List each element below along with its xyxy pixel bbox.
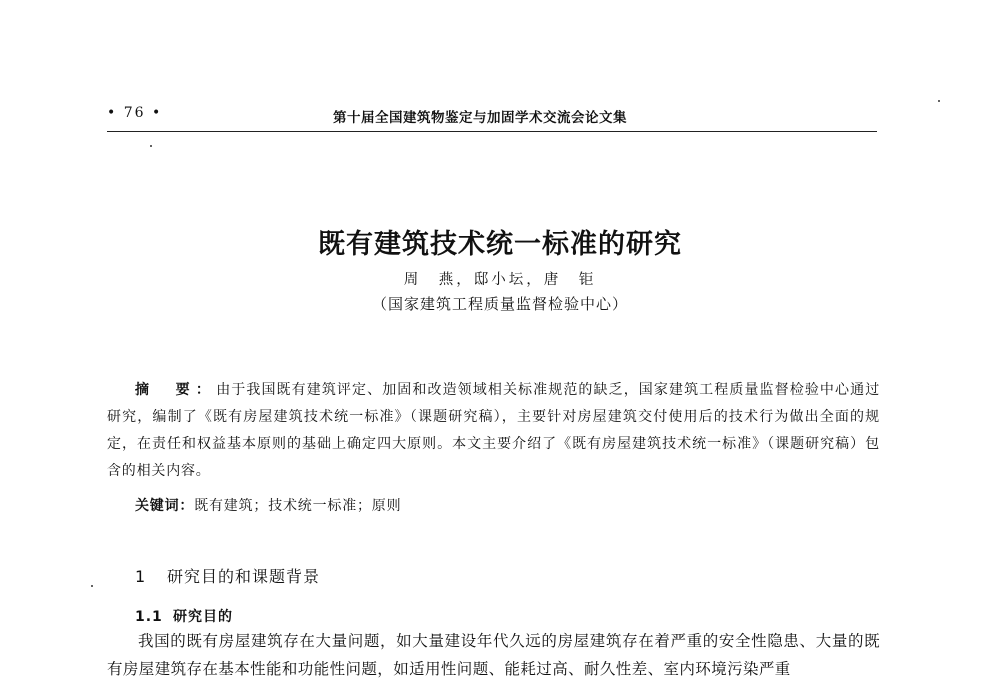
abstract-label: 摘 要： — [135, 382, 217, 398]
keywords — [135, 495, 401, 515]
article-authors: 周 燕，邸小坛，唐 钜 — [403, 272, 597, 288]
running-header — [107, 103, 877, 131]
section-heading — [135, 564, 320, 587]
page-number: • 76 • — [107, 105, 163, 121]
section-number: 1 — [135, 567, 147, 586]
header-rule — [107, 131, 877, 132]
scan-speck — [938, 100, 940, 102]
scan-speck — [150, 145, 152, 147]
scan-speck — [91, 585, 93, 587]
body-paragraph: 我国的既有房屋建筑存在大量问题，如大量建设年代久远的房屋建筑存在着严重的安全性隐患、大量的既有房屋建筑存在基本性能和功能性问题，如适用性问题、能耗过高、耐久性差、室内环境污染严重 — [107, 632, 880, 678]
subsection-heading — [135, 606, 233, 626]
journal-title: 第十届全国建筑物鉴定与加固学术交流会论文集 — [333, 110, 627, 126]
abstract-text: 由于我国既有建筑评定、加固和改造领域相关标准规范的缺乏，国家建筑工程质量监督检验中心通过研究，编制了《既有房屋建筑技术统一标准》（课题研究稿），主要针对房屋建筑交付使用后的技术行为做出全面的规定，在责任和权益基本原则的基础上确定四大原则。本文主要介绍了《既有房屋建筑技术统一标准》（课题研究稿）包含的相关内容。 — [107, 382, 881, 479]
section-title: 研究目的和课题背景 — [167, 567, 321, 586]
abstract — [107, 377, 880, 485]
article-affiliation: （国家建筑工程质量监督检验中心） — [371, 295, 628, 313]
subsection-title: 研究目的 — [173, 609, 233, 625]
keywords-text: 既有建筑；技术统一标准；原则 — [194, 498, 402, 514]
keywords-label: 关键词： — [135, 498, 195, 514]
article-title: 既有建筑技术统一标准的研究 — [318, 229, 682, 260]
subsection-number: 1.1 — [135, 609, 163, 625]
